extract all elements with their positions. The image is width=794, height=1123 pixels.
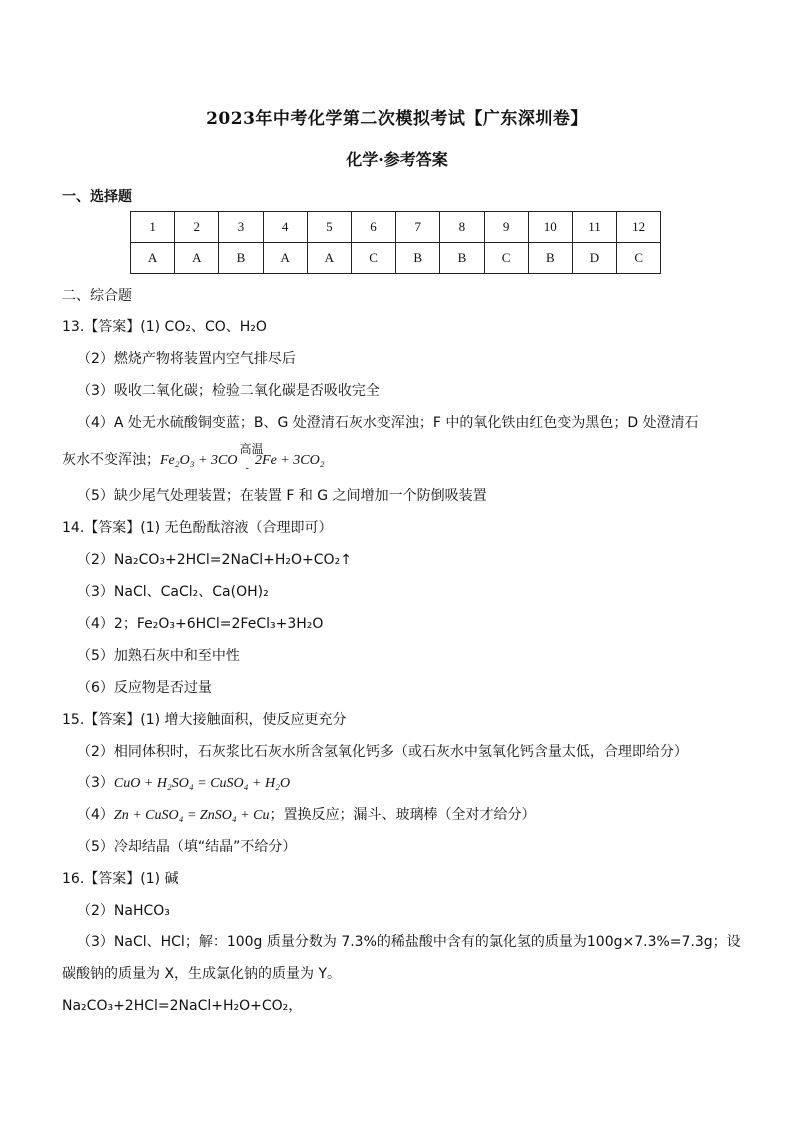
table-cell: B: [396, 243, 440, 274]
q13-equation-right: 2Fe + 3CO₂: [255, 453, 325, 468]
q15-equation-3: CuO + H₂SO₄ = CuSO₄ + H₂O: [113, 776, 291, 791]
table-cell: 7: [396, 212, 440, 243]
q13-answer-4-text: 灰水不变浑浊；: [62, 452, 160, 468]
table-cell: 2: [175, 212, 219, 243]
answer-table-answer-row: [131, 243, 661, 274]
q13-answer-4-line1: （4）A 处无水硫酸铜变蓝；B、G 处澄清石灰水变浑浊；F 中的氧化铁由红色变为黑色；D 处澄清石: [77, 415, 699, 431]
q16-answer-1: 16.【答案】(1) 碱: [62, 871, 179, 887]
section-heading-comprehensive: 二、综合题: [62, 288, 132, 304]
table-cell: 11: [572, 212, 616, 243]
section-heading-choice: 一、选择题: [62, 189, 132, 205]
q15-answer-3: [77, 772, 290, 792]
table-cell: B: [219, 243, 263, 274]
arrow-icon: -: [245, 463, 249, 474]
table-cell: D: [572, 243, 616, 274]
q13-condition-text: 高温: [239, 442, 264, 456]
q14-answer-1: 14.【答案】(1) 无色酚酞溶液（合理即可）: [62, 520, 333, 536]
page-subtitle: 化学·参考答案: [346, 150, 448, 169]
q15-answer-4-text: ；置换反应；漏斗、玻璃棒（全对才给分）: [269, 807, 536, 823]
q13-equation-left: Fe₂O₃ + 3CO: [160, 453, 238, 468]
q16-answer-3-line3: Na₂CO₃+2HCl=2NaCl+H₂O+CO₂，: [62, 998, 303, 1014]
table-cell: B: [440, 243, 484, 274]
table-cell: C: [484, 243, 528, 274]
q15-answer-5: （5）冷却结晶（填“结晶”不给分）: [77, 839, 297, 855]
q15-answer-1: 15.【答案】(1) 增大接触面积，使反应更充分: [62, 712, 347, 728]
table-cell: A: [175, 243, 219, 274]
table-cell: 8: [440, 212, 484, 243]
q13-answer-4-line2: [62, 442, 325, 474]
table-cell: C: [617, 243, 661, 274]
q15-answer-4-label: （4）: [77, 807, 114, 823]
q13-answer-1: [62, 316, 267, 336]
q13-answer-1-text: CO₂、CO、H₂O: [164, 319, 267, 335]
q14-answer-5: （5）加熟石灰中和至中性: [77, 648, 240, 664]
table-cell: B: [528, 243, 572, 274]
q13-reaction-condition: [238, 442, 264, 474]
q15-answer-2: （2）相同体积时，石灰浆比石灰水所含氢氧化钙多（或石灰水中氢氧化钙含量太低，合理即给分）: [77, 744, 688, 760]
table-cell: C: [351, 243, 395, 274]
q15-equation-4: Zn + CuSO₄ = ZnSO₄ + Cu: [113, 808, 270, 823]
q16-answer-3-line1: （3）NaCl、HCl；解：100g 质量分数为 7.3%的稀盐酸中含有的氯化氢的质量为100g×7.3%=7.3g；设: [77, 934, 741, 950]
q13-prefix: 13.【答案】(1): [62, 319, 165, 335]
q14-answer-2: （2）Na₂CO₃+2HCl=2NaCl+H₂O+CO₂↑: [77, 552, 352, 568]
q13-answer-2: （2）燃烧产物将装置内空气排尽后: [77, 351, 296, 367]
answer-table: [130, 211, 661, 274]
table-cell: 6: [351, 212, 395, 243]
table-cell: 3: [219, 212, 263, 243]
page-title: 2023年中考化学第二次模拟考试【广东深圳卷】: [206, 109, 588, 129]
q13-answer-5: （5）缺少尾气处理装置；在装置 F 和 G 之间增加一个防倒吸装置: [77, 488, 487, 504]
table-cell: 9: [484, 212, 528, 243]
table-cell: 4: [263, 212, 307, 243]
table-cell: 12: [617, 212, 661, 243]
table-cell: 1: [131, 212, 175, 243]
q15-answer-4: [77, 804, 535, 824]
q16-answer-3-line2: 碳酸钠的质量为 X，生成氯化钠的质量为 Y。: [62, 966, 342, 982]
q14-answer-4: （4）2；Fe₂O₃+6HCl=2FeCl₃+3H₂O: [77, 616, 324, 632]
q15-answer-3-label: （3）: [77, 775, 114, 791]
q14-answer-3: （3）NaCl、CaCl₂、Ca(OH)₂: [77, 584, 269, 600]
table-cell: A: [307, 243, 351, 274]
table-cell: A: [131, 243, 175, 274]
table-cell: A: [263, 243, 307, 274]
q14-answer-6: （6）反应物是否过量: [77, 680, 212, 696]
q13-answer-3: （3）吸收二氧化碳；检验二氧化碳是否吸收完全: [77, 383, 380, 399]
table-cell: 5: [307, 212, 351, 243]
q16-answer-2: （2）NaHCO₃: [77, 903, 170, 919]
table-cell: 10: [528, 212, 572, 243]
answer-table-number-row: [131, 212, 661, 243]
